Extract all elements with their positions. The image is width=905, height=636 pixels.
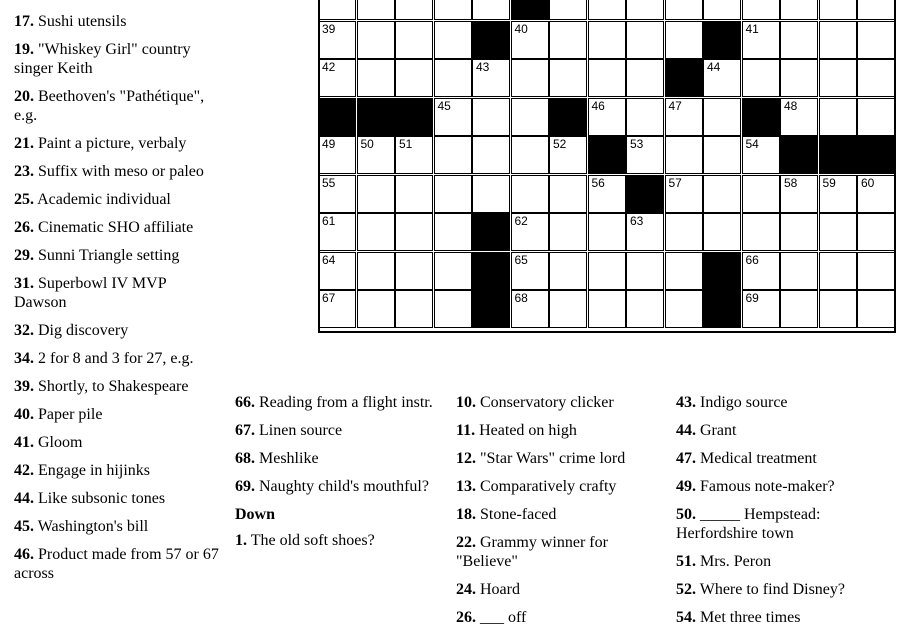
cell-number: 39 bbox=[322, 21, 336, 36]
grid-cell[interactable] bbox=[318, 21, 356, 59]
grid-cell[interactable] bbox=[780, 213, 818, 251]
clue-text: Famous note-maker? bbox=[700, 478, 835, 495]
clue bbox=[676, 552, 881, 571]
grid-cell[interactable] bbox=[857, 98, 895, 136]
across-clues-column-1 bbox=[14, 12, 219, 592]
clue-text: Grammy winner for "Believe" bbox=[456, 534, 608, 570]
clue-text: Washington's bill bbox=[37, 518, 149, 535]
clue bbox=[235, 421, 435, 440]
grid-cell[interactable] bbox=[588, 175, 626, 213]
clue bbox=[456, 421, 661, 440]
grid-cell[interactable] bbox=[819, 175, 857, 213]
clue bbox=[235, 531, 435, 550]
clue bbox=[456, 393, 661, 412]
grid-cell[interactable] bbox=[626, 290, 664, 328]
grid-cell[interactable] bbox=[318, 252, 356, 290]
cell-number: 56 bbox=[591, 175, 605, 190]
black-square bbox=[780, 136, 818, 174]
black-square bbox=[318, 98, 356, 136]
clue-number: 42. bbox=[14, 462, 34, 479]
cell-number: 60 bbox=[861, 175, 875, 190]
clue-number: 32. bbox=[14, 322, 34, 339]
clue-text: _____ Hempstead: Herfordshire town bbox=[676, 506, 821, 542]
clue bbox=[14, 12, 219, 31]
clue-number: 25. bbox=[14, 191, 34, 208]
clue-text: Superbowl IV MVP Dawson bbox=[14, 275, 167, 311]
black-square bbox=[395, 98, 433, 136]
clue bbox=[676, 477, 881, 496]
grid-cell[interactable] bbox=[626, 21, 664, 59]
clue-text: Hoard bbox=[480, 581, 520, 598]
clue bbox=[14, 405, 219, 424]
cell-number: 64 bbox=[322, 252, 336, 267]
grid-cell[interactable] bbox=[357, 59, 395, 97]
grid-cell[interactable] bbox=[395, 21, 433, 59]
clue-text: Cinematic SHO affiliate bbox=[38, 219, 194, 236]
grid-cell[interactable] bbox=[588, 98, 626, 136]
grid-cell[interactable] bbox=[318, 59, 356, 97]
clue-number: 68. bbox=[235, 450, 255, 467]
clue-number: 29. bbox=[14, 247, 34, 264]
grid-cell[interactable] bbox=[434, 136, 472, 174]
clue-text: Dig discovery bbox=[38, 322, 129, 339]
clue bbox=[14, 349, 219, 368]
black-square bbox=[472, 21, 510, 59]
grid-cell[interactable] bbox=[588, 213, 626, 251]
clue-text: "Whiskey Girl" country singer Keith bbox=[14, 41, 191, 77]
cell-number: 45 bbox=[437, 98, 451, 113]
clue bbox=[14, 40, 219, 78]
grid-cell[interactable] bbox=[703, 0, 741, 20]
clue-number: 39. bbox=[14, 378, 34, 395]
grid-cell[interactable] bbox=[357, 21, 395, 59]
clue bbox=[14, 433, 219, 452]
clue-number: 13. bbox=[456, 478, 476, 495]
clue bbox=[14, 377, 219, 396]
clue bbox=[676, 580, 881, 599]
clue-number: 34. bbox=[14, 350, 34, 367]
grid-cell[interactable] bbox=[549, 59, 587, 97]
cell-number: 40 bbox=[514, 21, 528, 36]
grid-cell[interactable] bbox=[511, 175, 549, 213]
clue-number: 69. bbox=[235, 478, 255, 495]
clue bbox=[14, 274, 219, 312]
cell-number: 62 bbox=[514, 214, 528, 228]
clue-number: 41. bbox=[14, 434, 34, 451]
black-square bbox=[549, 98, 587, 136]
grid-cell[interactable] bbox=[742, 21, 780, 59]
cell-number: 43 bbox=[476, 60, 490, 74]
grid-cell[interactable] bbox=[742, 0, 780, 20]
grid-cell[interactable] bbox=[434, 0, 472, 20]
grid-cell[interactable] bbox=[819, 213, 857, 251]
grid-cell[interactable] bbox=[857, 213, 895, 251]
clue-number: 47. bbox=[676, 450, 696, 467]
clue bbox=[456, 533, 661, 571]
cell-number: 47 bbox=[668, 98, 682, 113]
grid-cell[interactable] bbox=[472, 175, 510, 213]
cell-number: 49 bbox=[322, 137, 336, 151]
grid-cell[interactable] bbox=[742, 59, 780, 97]
clue bbox=[14, 134, 219, 153]
clue-number: 10. bbox=[456, 394, 476, 411]
grid-cell[interactable] bbox=[857, 0, 895, 20]
grid-cell[interactable] bbox=[780, 98, 818, 136]
grid-cell[interactable] bbox=[357, 136, 395, 174]
grid-cell[interactable] bbox=[434, 213, 472, 251]
grid-cell[interactable] bbox=[511, 136, 549, 174]
clue-text: Sushi utensils bbox=[38, 13, 127, 30]
clue bbox=[676, 505, 881, 543]
clue-text: Beethoven's "Pathétique", e.g. bbox=[14, 88, 205, 124]
grid-cell[interactable] bbox=[780, 59, 818, 97]
grid-cell[interactable] bbox=[626, 98, 664, 136]
clue-text: Shortly, to Shakespeare bbox=[38, 378, 189, 395]
clue-number: 50. bbox=[676, 506, 696, 523]
clue bbox=[14, 545, 219, 583]
clue bbox=[456, 477, 661, 496]
grid-cell[interactable] bbox=[549, 252, 587, 290]
cell-number: 48 bbox=[784, 98, 798, 113]
cell-number: 52 bbox=[553, 137, 567, 151]
black-square bbox=[703, 21, 741, 59]
grid-cell[interactable] bbox=[588, 0, 626, 20]
clue-number: 1. bbox=[235, 532, 247, 549]
grid-cell[interactable] bbox=[665, 213, 703, 251]
clue-number: 52. bbox=[676, 581, 696, 598]
grid-cell[interactable] bbox=[434, 290, 472, 328]
grid-cell[interactable] bbox=[588, 252, 626, 290]
grid-cell[interactable] bbox=[857, 252, 895, 290]
clue bbox=[456, 449, 661, 468]
clue-number: 43. bbox=[676, 394, 696, 411]
clue-number: 54. bbox=[676, 609, 696, 626]
clue-text: Like subsonic tones bbox=[38, 490, 166, 507]
grid-cell[interactable] bbox=[626, 213, 664, 251]
down-header: Down bbox=[235, 506, 276, 523]
grid-cell[interactable] bbox=[703, 98, 741, 136]
grid-cell[interactable] bbox=[511, 98, 549, 136]
clues-column-2 bbox=[235, 393, 435, 559]
grid-cell[interactable] bbox=[357, 213, 395, 251]
clue bbox=[235, 449, 435, 468]
clue-number: 20. bbox=[14, 88, 34, 105]
grid-cell[interactable] bbox=[318, 290, 356, 328]
black-square bbox=[703, 252, 741, 290]
grid-cell[interactable] bbox=[780, 252, 818, 290]
clue-number: 26. bbox=[456, 609, 476, 626]
clue-number: 31. bbox=[14, 275, 34, 292]
grid-cell[interactable] bbox=[318, 213, 356, 251]
grid-cell[interactable] bbox=[857, 21, 895, 59]
grid-cell[interactable] bbox=[665, 21, 703, 59]
grid-cell[interactable] bbox=[434, 252, 472, 290]
grid-cell[interactable] bbox=[857, 290, 895, 328]
grid-cell[interactable] bbox=[742, 290, 780, 328]
black-square bbox=[703, 290, 741, 328]
cell-number: 65 bbox=[514, 252, 528, 267]
clue bbox=[14, 246, 219, 265]
grid-cell[interactable] bbox=[626, 252, 664, 290]
black-square bbox=[626, 175, 664, 213]
black-square bbox=[472, 213, 510, 251]
black-square bbox=[742, 98, 780, 136]
cell-number: 44 bbox=[707, 60, 721, 74]
grid-cell[interactable] bbox=[395, 213, 433, 251]
grid-cell[interactable] bbox=[588, 21, 626, 59]
cell-number: 54 bbox=[745, 137, 759, 151]
clue bbox=[456, 505, 661, 524]
black-square bbox=[665, 59, 703, 97]
grid-cell[interactable] bbox=[434, 59, 472, 97]
cell-number: 53 bbox=[630, 137, 644, 151]
black-square bbox=[357, 98, 395, 136]
grid-cell[interactable] bbox=[780, 21, 818, 59]
clue-text: Linen source bbox=[259, 422, 343, 439]
clue-text: Stone-faced bbox=[480, 506, 557, 523]
clue-number: 46. bbox=[14, 546, 34, 563]
clue-text: Paper pile bbox=[38, 406, 103, 423]
clue-number: 21. bbox=[14, 135, 34, 152]
grid-cell[interactable] bbox=[511, 252, 549, 290]
grid-cell[interactable] bbox=[626, 0, 664, 20]
clue-text: ___ off bbox=[480, 609, 527, 626]
clue bbox=[14, 321, 219, 340]
grid-cell[interactable] bbox=[819, 98, 857, 136]
clue-number: 17. bbox=[14, 13, 34, 30]
cell-number: 66 bbox=[745, 252, 759, 267]
grid-cell[interactable] bbox=[703, 175, 741, 213]
clue bbox=[456, 608, 661, 627]
grid-cell[interactable] bbox=[819, 21, 857, 59]
grid-cell[interactable] bbox=[819, 59, 857, 97]
clue-number: 23. bbox=[14, 163, 34, 180]
clue-number: 51. bbox=[676, 553, 696, 570]
grid-cell[interactable] bbox=[472, 59, 510, 97]
grid-cell[interactable] bbox=[626, 136, 664, 174]
down-clues-column-3 bbox=[456, 393, 661, 636]
clue-text: Heated on high bbox=[479, 422, 577, 439]
clue-text: Grant bbox=[700, 422, 737, 439]
grid-cell[interactable] bbox=[472, 136, 510, 174]
black-square bbox=[857, 136, 895, 174]
clue-text: Mrs. Peron bbox=[700, 553, 772, 570]
clue-text: Medical treatment bbox=[700, 450, 817, 467]
cell-number: 50 bbox=[360, 137, 374, 151]
clue-number: 45. bbox=[14, 518, 34, 535]
cell-number: 57 bbox=[668, 175, 682, 190]
grid-cell[interactable] bbox=[318, 136, 356, 174]
grid-cell[interactable] bbox=[395, 0, 433, 20]
grid-cell[interactable] bbox=[395, 252, 433, 290]
grid-cell[interactable] bbox=[357, 175, 395, 213]
grid-cell[interactable] bbox=[703, 59, 741, 97]
grid-cell[interactable] bbox=[819, 0, 857, 20]
clue-number: 19. bbox=[14, 41, 34, 58]
black-square bbox=[472, 252, 510, 290]
clue-number: 49. bbox=[676, 478, 696, 495]
grid-cell[interactable] bbox=[434, 175, 472, 213]
grid-cell[interactable] bbox=[665, 98, 703, 136]
grid-cell[interactable] bbox=[703, 136, 741, 174]
grid-cell[interactable] bbox=[357, 0, 395, 20]
clue-text: Academic individual bbox=[37, 191, 171, 208]
clue bbox=[14, 162, 219, 181]
down-clues-column-4 bbox=[676, 393, 881, 636]
grid-cell[interactable] bbox=[549, 213, 587, 251]
clue-text: Indigo source bbox=[700, 394, 788, 411]
black-square bbox=[819, 136, 857, 174]
grid-cell[interactable] bbox=[549, 21, 587, 59]
grid-cell[interactable] bbox=[511, 290, 549, 328]
grid-cell[interactable] bbox=[819, 252, 857, 290]
grid-cell[interactable] bbox=[549, 0, 587, 20]
clue-text: Sunni Triangle setting bbox=[38, 247, 180, 264]
clue-number: 40. bbox=[14, 406, 34, 423]
cell-number: 42 bbox=[322, 60, 336, 74]
cell-number: 63 bbox=[630, 214, 644, 228]
clue-number: 22. bbox=[456, 534, 476, 551]
clue-number: 12. bbox=[456, 450, 476, 467]
clue-number: 24. bbox=[456, 581, 476, 598]
grid-cell[interactable] bbox=[665, 0, 703, 20]
cell-number: 67 bbox=[322, 291, 336, 305]
grid-cell[interactable] bbox=[395, 290, 433, 328]
cell-number: 55 bbox=[322, 175, 336, 190]
grid-cell[interactable] bbox=[357, 252, 395, 290]
clue-text: "Star Wars" crime lord bbox=[480, 450, 626, 467]
clue-text: 2 for 8 and 3 for 27, e.g. bbox=[38, 350, 194, 367]
grid-cell[interactable] bbox=[857, 175, 895, 213]
grid-cell[interactable] bbox=[742, 252, 780, 290]
clue-number: 18. bbox=[456, 506, 476, 523]
grid-cell[interactable] bbox=[780, 290, 818, 328]
clue-text: Paint a picture, verbaly bbox=[38, 135, 187, 152]
cell-number: 61 bbox=[322, 214, 336, 228]
grid-cell[interactable] bbox=[511, 213, 549, 251]
grid-cell[interactable] bbox=[434, 98, 472, 136]
cell-number: 51 bbox=[399, 137, 413, 151]
clue-text: Naughty child's mouthful? bbox=[259, 478, 429, 495]
clue-text: Conservatory clicker bbox=[480, 394, 614, 411]
clue-text: Engage in hijinks bbox=[38, 462, 150, 479]
clue-text: Suffix with meso or paleo bbox=[38, 163, 204, 180]
clue-text: Gloom bbox=[38, 434, 83, 451]
grid-cell[interactable] bbox=[665, 175, 703, 213]
clue bbox=[676, 449, 881, 468]
cell-number: 59 bbox=[822, 175, 836, 190]
grid-cell[interactable] bbox=[857, 59, 895, 97]
clue bbox=[235, 477, 435, 496]
grid-cell[interactable] bbox=[665, 290, 703, 328]
clue bbox=[14, 218, 219, 237]
cell-number: 58 bbox=[784, 175, 798, 190]
grid-cell[interactable] bbox=[472, 0, 510, 20]
grid-cell[interactable] bbox=[742, 175, 780, 213]
clue bbox=[456, 580, 661, 599]
clue bbox=[14, 461, 219, 480]
clue-number: 26. bbox=[14, 219, 34, 236]
clue-number: 66. bbox=[235, 394, 255, 411]
grid-cell[interactable] bbox=[549, 136, 587, 174]
clue-number: 67. bbox=[235, 422, 255, 439]
grid-cell[interactable] bbox=[780, 175, 818, 213]
grid-cell[interactable] bbox=[395, 136, 433, 174]
clue bbox=[14, 190, 219, 209]
clue-text: Where to find Disney? bbox=[699, 581, 845, 598]
grid-cell[interactable] bbox=[819, 290, 857, 328]
grid-cell[interactable] bbox=[703, 213, 741, 251]
clue-number: 11. bbox=[456, 422, 476, 439]
grid-cell[interactable] bbox=[588, 290, 626, 328]
grid-cell[interactable] bbox=[588, 59, 626, 97]
clue bbox=[676, 393, 881, 412]
clue-text: The old soft shoes? bbox=[250, 532, 375, 549]
grid-cell[interactable] bbox=[434, 21, 472, 59]
grid-cell[interactable] bbox=[665, 252, 703, 290]
clue bbox=[14, 517, 219, 536]
cell-number: 41 bbox=[745, 21, 759, 36]
clue bbox=[14, 87, 219, 125]
clue-text: Reading from a flight instr. bbox=[259, 394, 433, 411]
clue bbox=[676, 421, 881, 440]
cell-number: 68 bbox=[514, 291, 528, 305]
clue-text: Comparatively crafty bbox=[480, 478, 617, 495]
clue bbox=[235, 393, 435, 412]
clue-text: Met three times bbox=[700, 609, 801, 626]
black-square bbox=[472, 290, 510, 328]
grid-cell[interactable] bbox=[318, 175, 356, 213]
grid-cell[interactable] bbox=[395, 175, 433, 213]
grid-cell[interactable] bbox=[665, 136, 703, 174]
clue-text: Meshlike bbox=[259, 450, 319, 467]
clue bbox=[676, 608, 881, 627]
grid-cell[interactable] bbox=[472, 98, 510, 136]
grid-cell[interactable] bbox=[395, 59, 433, 97]
grid-cell[interactable] bbox=[511, 59, 549, 97]
grid-cell[interactable] bbox=[742, 213, 780, 251]
clue-number: 44. bbox=[676, 422, 696, 439]
clue-text: Product made from 57 or 67 across bbox=[14, 546, 219, 582]
grid-cell[interactable] bbox=[549, 290, 587, 328]
grid-cell[interactable] bbox=[742, 136, 780, 174]
grid-cell[interactable] bbox=[549, 175, 587, 213]
grid-cell[interactable] bbox=[780, 0, 818, 20]
grid-cell[interactable] bbox=[511, 21, 549, 59]
cell-number: 46 bbox=[591, 98, 605, 113]
black-square bbox=[511, 0, 549, 20]
cell-number: 69 bbox=[745, 291, 759, 305]
grid-cell[interactable] bbox=[318, 0, 356, 20]
clue-number: 44. bbox=[14, 490, 34, 507]
grid-cell[interactable] bbox=[626, 59, 664, 97]
black-square bbox=[588, 136, 626, 174]
grid-cell[interactable] bbox=[357, 290, 395, 328]
clue bbox=[14, 489, 219, 508]
